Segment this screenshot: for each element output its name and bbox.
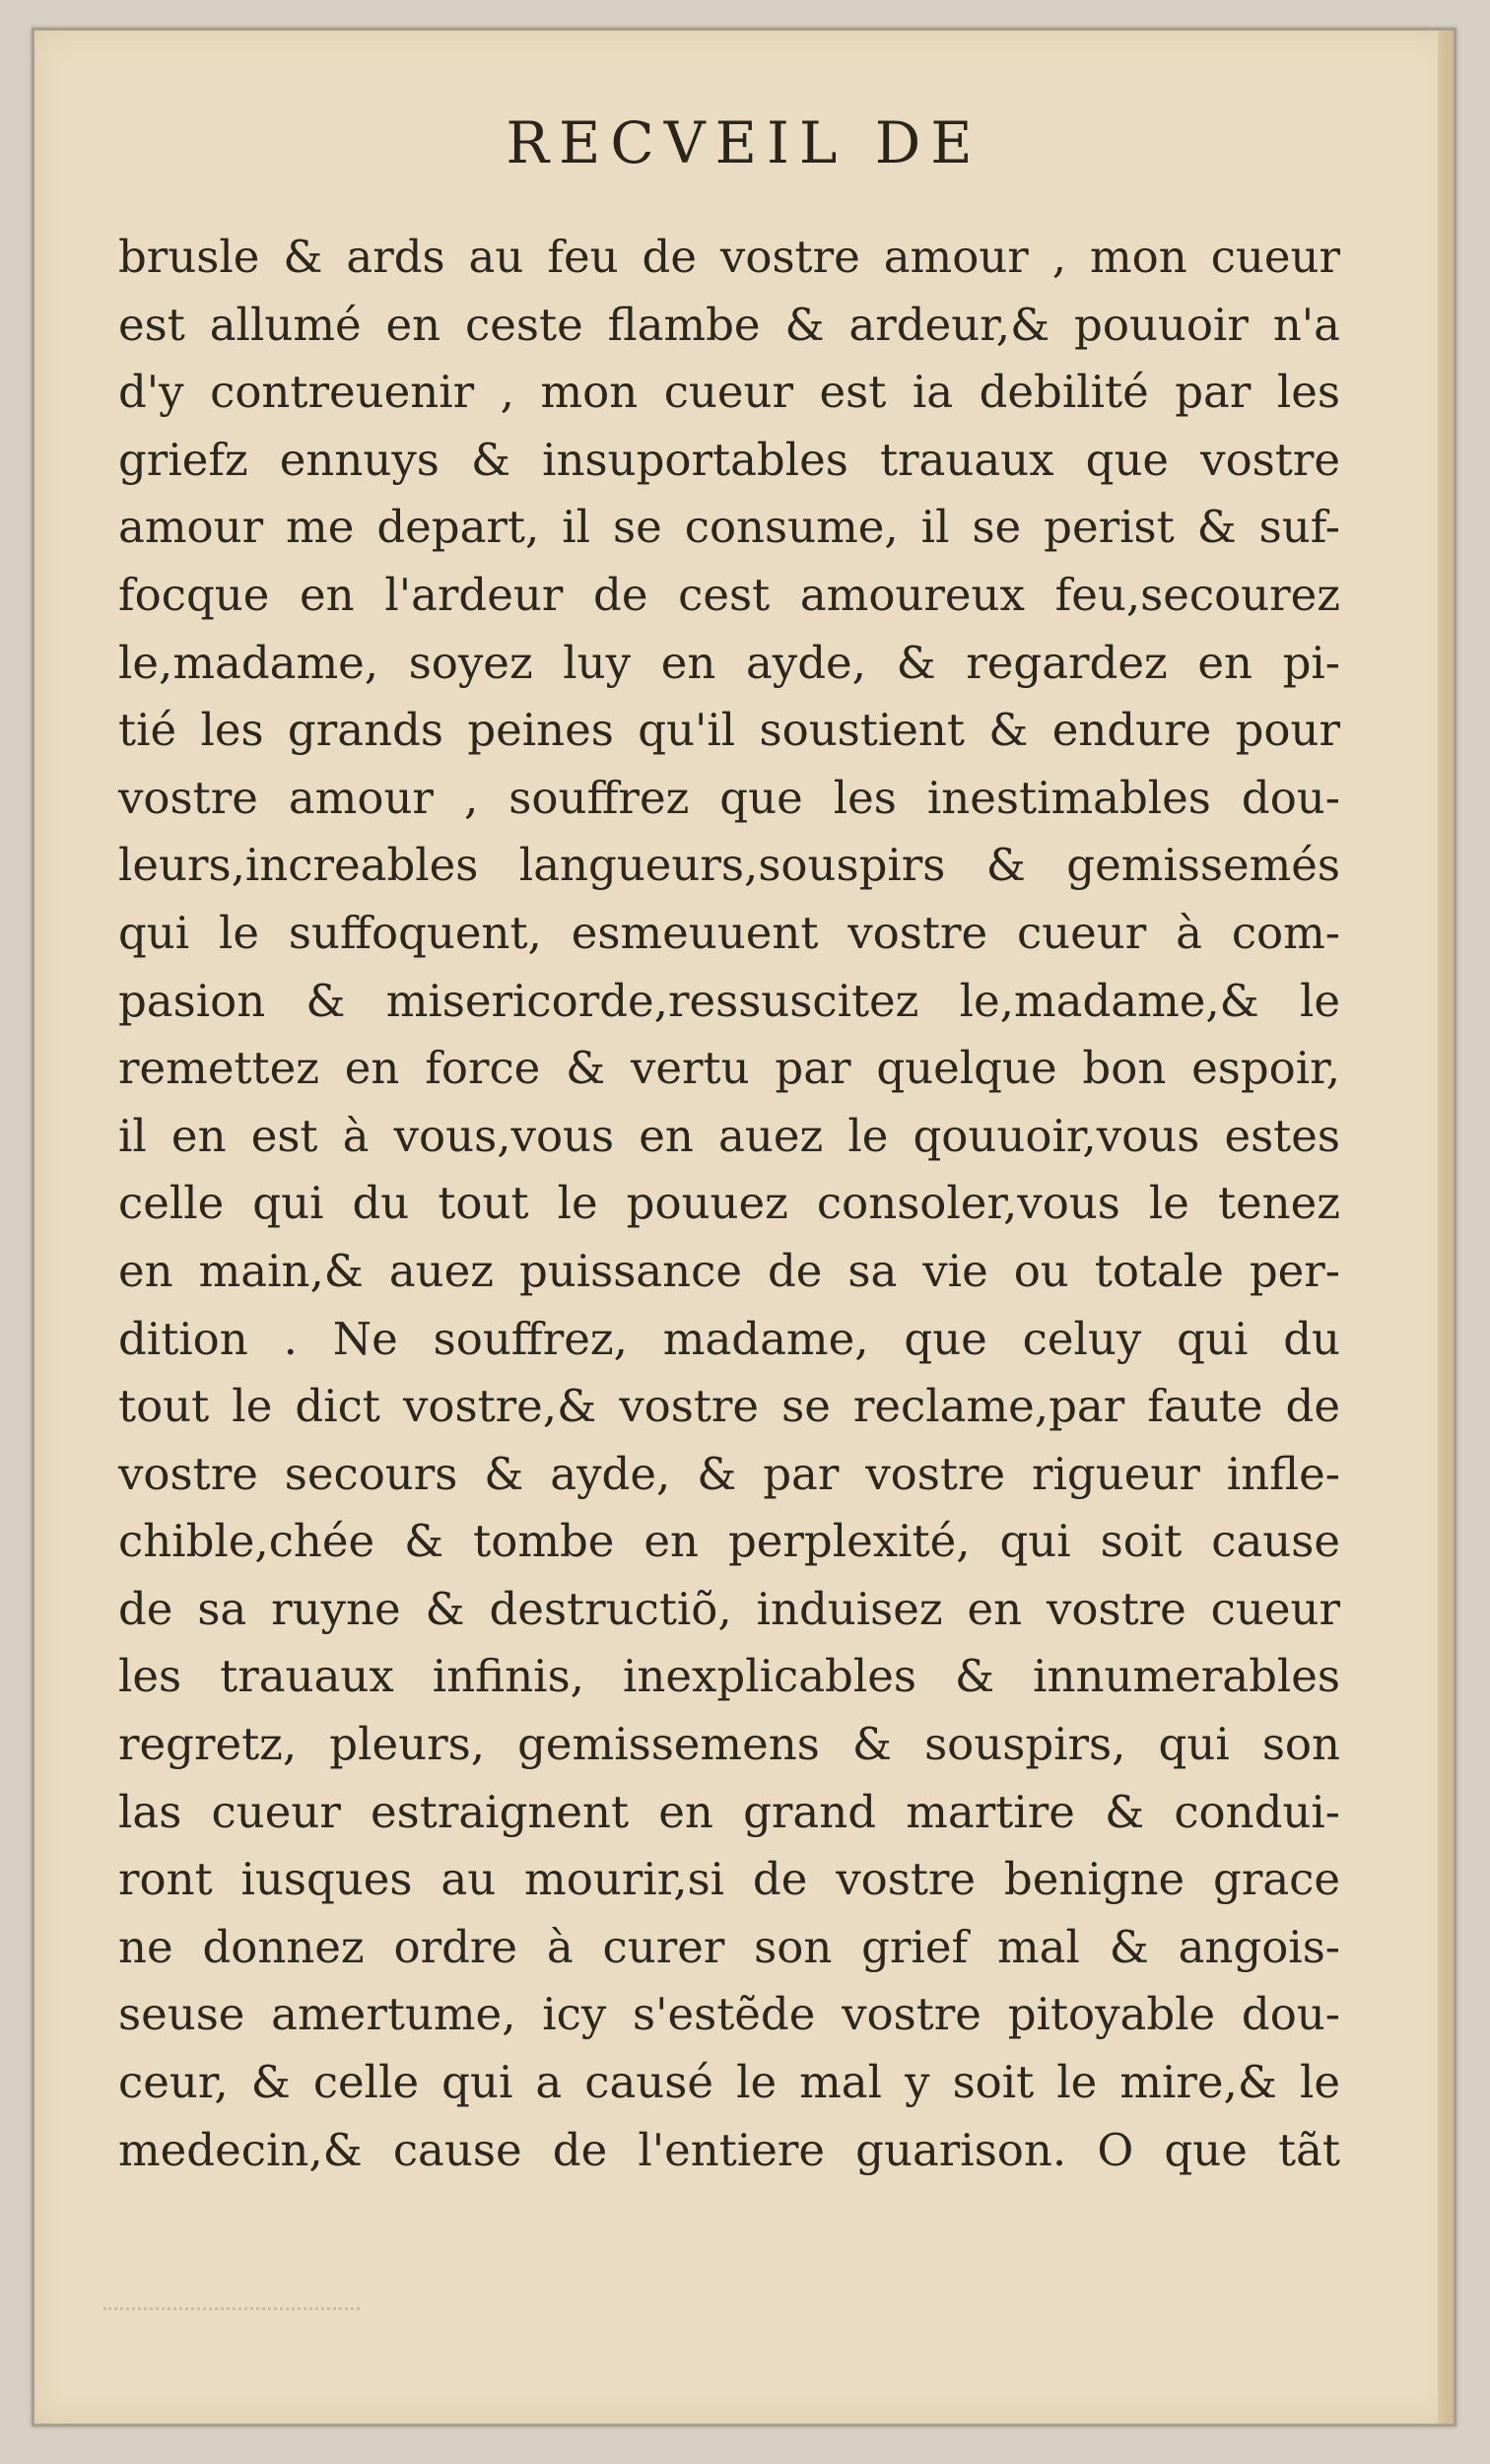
- text-line: chible,chée & tombe en perplexité, qui soit cause: [118, 1515, 1340, 1568]
- page-sheet: [32, 28, 1456, 2427]
- running-head: RECVEIL DE: [506, 109, 982, 176]
- text-line: seuse amertume, icy s'estẽde vostre pitoyable dou-: [118, 1988, 1340, 2041]
- text-line: les trauaux infinis, inexplicables & innumerables: [118, 1650, 1340, 1703]
- text-line: ceur, & celle qui a causé le mal y soit le mire,& le: [118, 2056, 1340, 2109]
- text-line: amour me depart, il se consume, il se perist & suf-: [118, 501, 1340, 554]
- text-line: tout le dict vostre,& vostre se reclame,par faute de: [118, 1380, 1340, 1433]
- text-line: ront iusques au mourir,si de vostre benigne grace: [118, 1853, 1340, 1906]
- text-line: griefz ennuys & insuportables trauaux que vostre: [118, 433, 1340, 486]
- page-edge: [1438, 31, 1454, 2424]
- text-line: en main,& auez puissance de sa vie ou totale per-: [118, 1244, 1340, 1297]
- text-line: focque en l'ardeur de cest amoureux feu,secourez: [118, 568, 1340, 621]
- text-line: qui le suffoquent, esmeuuent vostre cueur à com-: [118, 906, 1340, 959]
- text-line: pasion & misericorde,ressuscitez le,madame,& le: [118, 974, 1340, 1027]
- text-line: le,madame, soyez luy en ayde, & regardez en pi-: [118, 636, 1340, 689]
- text-line: ne donnez ordre à curer son grief mal & angois-: [118, 1920, 1340, 1973]
- text-line: tié les grands peines qu'il soustient & endure pour: [118, 704, 1340, 757]
- text-line: medecin,& cause de l'entiere guarison. O que tãt: [118, 2123, 1340, 2176]
- body-text: [118, 224, 1340, 2184]
- text-line: vostre amour , souffrez que les inestimables dou-: [118, 771, 1340, 824]
- text-line: de sa ruyne & destructiõ, induisez en vostre cueur: [118, 1582, 1340, 1635]
- text-line: celle qui du tout le pouuez consoler,vous le tenez: [118, 1177, 1340, 1230]
- text-line: las cueur estraignent en grand martire & condui-: [118, 1785, 1340, 1838]
- text-line: il en est à vous,vous en auez le qouuoir,vous estes: [118, 1109, 1340, 1162]
- text-line: leurs,increables langueurs,souspirs & gemissemés: [118, 839, 1340, 892]
- text-line: brusle & ards au feu de vostre amour , mon cueur: [118, 231, 1340, 283]
- text-line: d'y contreuenir , mon cueur est ia debilité par les: [118, 366, 1340, 419]
- ink-smudge: [103, 2288, 360, 2310]
- text-line: vostre secours & ayde, & par vostre rigueur infle-: [118, 1447, 1340, 1500]
- text-line: regretz, pleurs, gemissemens & souspirs, qui son: [118, 1718, 1340, 1771]
- text-line: remettez en force & vertu par quelque bon espoir,: [118, 1042, 1340, 1095]
- text-line: est allumé en ceste flambe & ardeur,& pouuoir n'a: [118, 298, 1340, 351]
- text-line: dition . Ne souffrez, madame, que celuy qui du: [118, 1312, 1340, 1365]
